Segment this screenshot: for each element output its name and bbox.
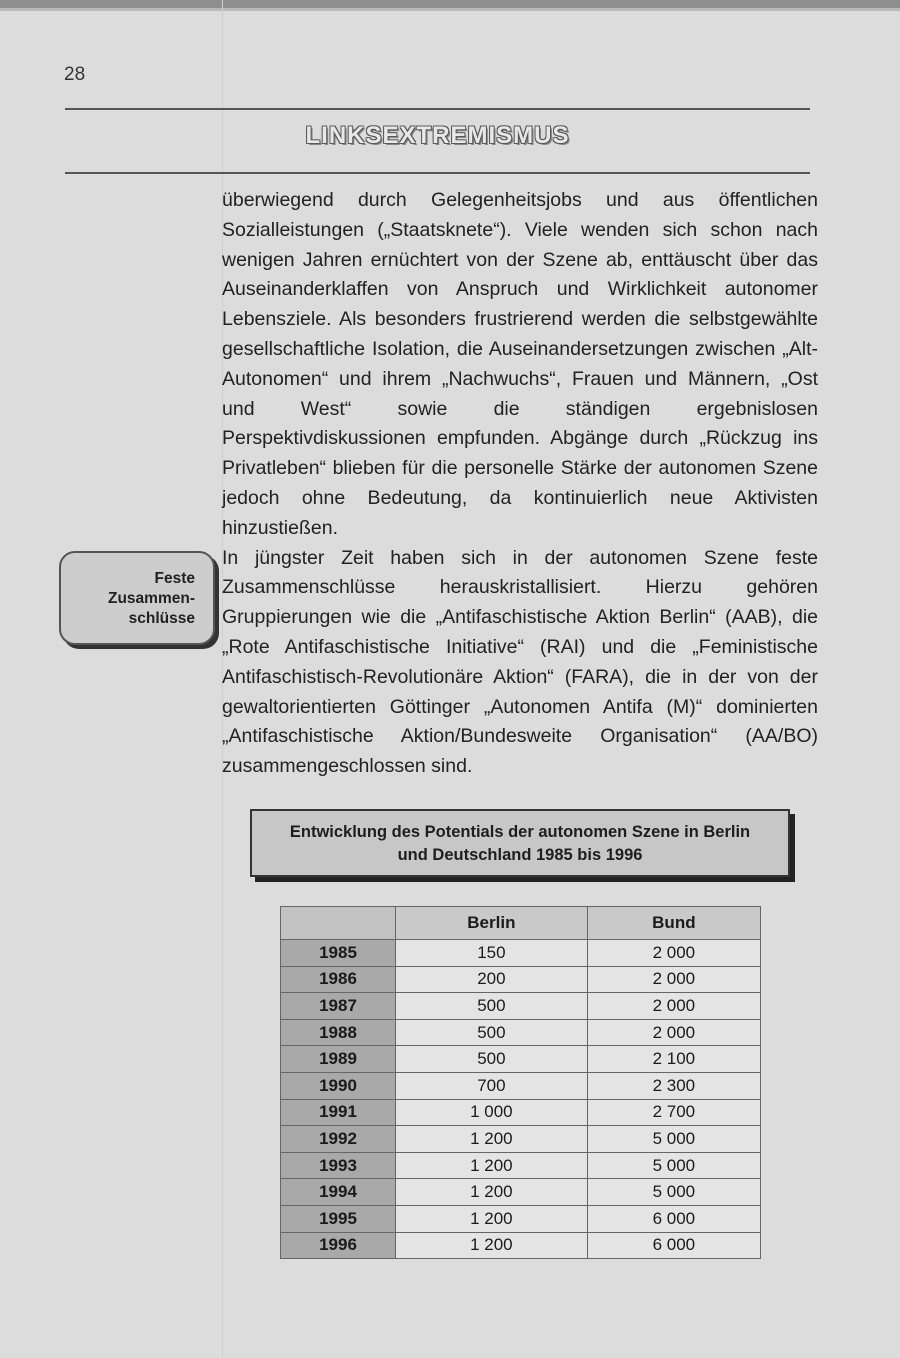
berlin-cell: 200: [396, 966, 588, 993]
body-text: [222, 186, 818, 782]
table-title: [250, 809, 790, 877]
table-row: [281, 1152, 761, 1179]
page-top-shadow: [0, 8, 900, 11]
header-rule-bottom: [65, 172, 810, 174]
table-row: [281, 940, 761, 967]
berlin-cell: 1 200: [396, 1179, 588, 1206]
paragraph: überwiegend durch Gelegenheitsjobs und aus öffentlichen Sozialleistungen („Staatsknete“). Viele wenden sich schon nach wenigen Jahren ernüchtert von der Szene ab, enttäuscht über das Auseinanderklaffen von Anspruch und Wirklichkeit autonomer Lebensziele. Als besonders frustrierend werden die selbstgewählte gesellschaftliche Isolation, die Auseinandersetzungen zwischen „Alt-Autonomen“ und ihrem „Nachwuchs“, Frauen und Männern, „Ost und West“ sowie die ständigen ergebnislosen Perspektivdiskussionen empfunden. Abgänge durch „Rückzug ins Privatleben“ blieben für die personelle Stärke der autonomen Szene jedoch ohne Bedeutung, da kontinuierlich neue Aktivisten hinzustießen.: [222, 189, 818, 539]
bund-cell: 6 000: [587, 1232, 760, 1259]
bund-cell: 2 000: [587, 993, 760, 1020]
table-row: [281, 1046, 761, 1073]
year-cell: 1988: [281, 1019, 396, 1046]
berlin-cell: 1 200: [396, 1152, 588, 1179]
berlin-cell: 1 200: [396, 1126, 588, 1153]
potential-table: [280, 906, 761, 1259]
margin-note-text: [108, 569, 195, 629]
paragraph: In jüngster Zeit haben sich in der autonomen Szene feste Zusammenschlüsse herauskristallisiert. Hierzu gehören Gruppierungen wie die „Antifaschistische Aktion Berlin“ (AAB), die „Rote Antifaschistische Initiative“ (RAI) und die „Feministische Antifaschistisch-Revolutionäre Aktion“ (FARA), die in der von der gewaltorientierten Göttinger „Autonomen Antifa (M)“ dominierten „Antifaschistische Aktion/Bundesweite Organisation“ (AA/BO) zusammengeschlossen sind.: [222, 546, 818, 778]
page-top-edge: [0, 0, 900, 8]
table-row: [281, 1126, 761, 1153]
year-cell: 1996: [281, 1232, 396, 1259]
year-cell: 1990: [281, 1072, 396, 1099]
table-row: [281, 1099, 761, 1126]
year-cell: 1986: [281, 966, 396, 993]
bund-cell: 5 000: [587, 1179, 760, 1206]
berlin-cell: 500: [396, 993, 588, 1020]
table-row: [281, 1179, 761, 1206]
bund-cell: 2 000: [587, 940, 760, 967]
year-cell: 1985: [281, 940, 396, 967]
year-cell: 1993: [281, 1152, 396, 1179]
year-cell: 1992: [281, 1126, 396, 1153]
bund-cell: 2 700: [587, 1099, 760, 1126]
bund-cell: 5 000: [587, 1126, 760, 1153]
bund-cell: 6 000: [587, 1205, 760, 1232]
year-cell: 1991: [281, 1099, 396, 1126]
table-header-row: [281, 907, 761, 940]
berlin-cell: 1 000: [396, 1099, 588, 1126]
bund-cell: 5 000: [587, 1152, 760, 1179]
berlin-cell: 1 200: [396, 1232, 588, 1259]
berlin-cell: 150: [396, 940, 588, 967]
berlin-cell: 500: [396, 1046, 588, 1073]
running-head: LINKSEXTREMISMUS: [305, 122, 570, 149]
table-title-line: Entwicklung des Potentials der autonomen Szene in Berlin: [289, 823, 751, 841]
berlin-cell: 1 200: [396, 1205, 588, 1232]
berlin-cell: 700: [396, 1072, 588, 1099]
margin-note-line: Feste: [154, 570, 195, 587]
bund-cell: 2 300: [587, 1072, 760, 1099]
header-corner: [281, 907, 396, 940]
year-cell: 1987: [281, 993, 396, 1020]
table-row: [281, 1205, 761, 1232]
header-bund: Bund: [587, 907, 760, 940]
header-berlin: Berlin: [396, 907, 588, 940]
margin-note-line: Zusammen-: [108, 590, 195, 607]
table-row: [281, 993, 761, 1020]
margin-note-line: schlüsse: [128, 610, 195, 627]
table-title-line: und Deutschland 1985 bis 1996: [397, 846, 643, 864]
bund-cell: 2 000: [587, 1019, 760, 1046]
page-number: 28: [64, 64, 86, 85]
margin-note-box: [59, 551, 215, 645]
year-cell: 1994: [281, 1179, 396, 1206]
year-cell: 1989: [281, 1046, 396, 1073]
berlin-cell: 500: [396, 1019, 588, 1046]
bund-cell: 2 100: [587, 1046, 760, 1073]
bund-cell: 2 000: [587, 966, 760, 993]
table-row: [281, 1072, 761, 1099]
table-row: [281, 966, 761, 993]
year-cell: 1995: [281, 1205, 396, 1232]
table-row: [281, 1019, 761, 1046]
table-row: [281, 1232, 761, 1259]
header-rule-top: [65, 108, 810, 110]
